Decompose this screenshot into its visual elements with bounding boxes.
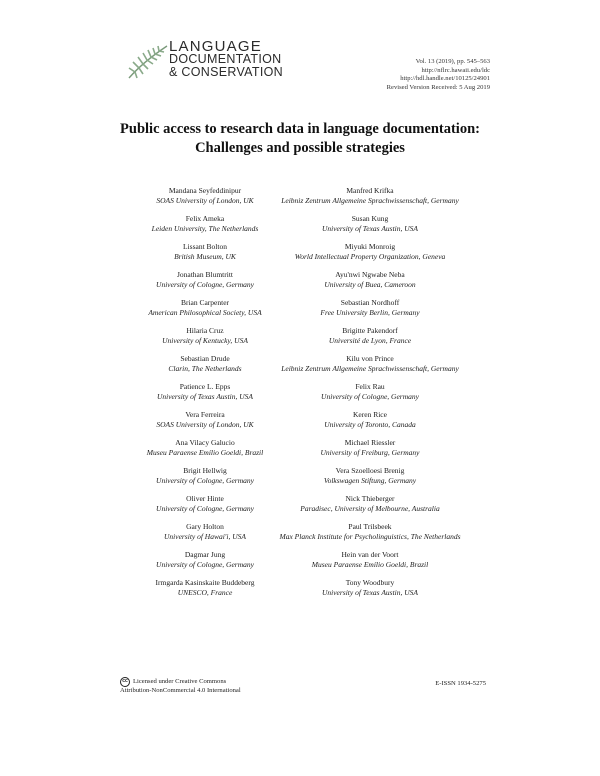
author-name: Keren Rice [353, 410, 387, 419]
author-entry [240, 214, 500, 242]
author-affiliation: Max Planck Institute for Psycholinguistics, The Netherlands [279, 531, 461, 541]
author-affiliation: Museu Paraense Emílio Goeldi, Brazil [146, 447, 264, 457]
author-entry [240, 326, 500, 354]
author-name: Michael Riessler [344, 438, 396, 447]
author-affiliation: University of Cologne, Germany [156, 279, 254, 289]
author-affiliation: University of Texas Austin, USA [156, 391, 254, 401]
author-entry [240, 270, 500, 298]
author-name: Oliver Hinte [186, 494, 224, 503]
license-line1: Licensed under Creative Commons [133, 678, 227, 685]
issn: E-ISSN 1934-5275 [435, 680, 486, 687]
author-name: Sebastian Nordhoff [340, 298, 400, 307]
author-affiliation: University of Cologne, Germany [321, 391, 419, 401]
author-name: Jonathan Blumtritt [176, 270, 234, 279]
author-affiliation: University of Buea, Cameroon [324, 279, 416, 289]
author-affiliation: University of Freiburg, Germany [320, 447, 420, 457]
volume-info: Vol. 13 (2019), pp. 545–563 [415, 58, 490, 65]
author-name: Kilu von Prince [346, 354, 394, 363]
cc-icon: cc [120, 677, 130, 687]
author-affiliation: UNESCO, France [177, 587, 233, 597]
author-entry [240, 410, 500, 438]
author-entry [240, 466, 500, 494]
author-affiliation: University of Cologne, Germany [156, 503, 254, 513]
author-affiliation: Volkswagen Stiftung, Germany [323, 475, 417, 485]
author-affiliation: University of Hawai'i, USA [163, 531, 246, 541]
author-entry [240, 578, 500, 606]
author-name: Vera Szoelloesi Brenig [335, 466, 405, 475]
author-name: Gary Holton [186, 522, 224, 531]
author-affiliation: Université de Lyon, France [328, 335, 412, 345]
journal-name-line2: DOCUMENTATION [169, 52, 282, 66]
author-name: Mandana Seyfeddinipur [168, 186, 242, 195]
license-line2: Attribution-NonCommercial 4.0 International [120, 687, 241, 694]
author-affiliation: Paradisec, University of Melbourne, Australia [300, 503, 440, 513]
author-affiliation: University of Toronto, Canada [324, 419, 416, 429]
author-name: Ayu'nwi Ngwabe Neba [335, 270, 405, 279]
title-line1: Public access to research data in language documentation: [120, 121, 480, 137]
author-name: Ana Vilacy Galucio [175, 438, 235, 447]
author-name: Paul Trilsbeek [348, 522, 392, 531]
license-block [120, 677, 241, 695]
author-entry [240, 550, 500, 578]
author-name: Nick Thieberger [345, 494, 395, 503]
handle-url[interactable]: http://hdl.handle.net/10125/24901 [400, 75, 490, 83]
author-entry [240, 382, 500, 410]
author-entry [240, 242, 500, 270]
author-entry [240, 522, 500, 550]
paper-title [0, 120, 600, 158]
author-affiliation: University of Texas Austin, USA [321, 587, 419, 597]
author-affiliation: University of Cologne, Germany [156, 559, 254, 569]
author-affiliation: Museu Paraense Emílio Goeldi, Brazil [311, 559, 429, 569]
publication-meta [387, 58, 490, 92]
author-entry [240, 494, 500, 522]
journal-name-line1: LANGUAGE [169, 38, 262, 55]
author-name: Miyuki Monroig [344, 242, 396, 251]
author-affiliation: Leibniz Zentrum Allgemeine Sprachwissenschaft, Germany [281, 363, 459, 373]
journal-url[interactable]: http://nflrc.hawaii.edu/ldc [421, 66, 490, 74]
author-name: Brian Carpenter [180, 298, 230, 307]
title-line2: Challenges and possible strategies [195, 140, 405, 156]
author-entry [240, 354, 500, 382]
author-name: Felix Rau [355, 382, 385, 391]
author-entry [240, 438, 500, 466]
author-column-right [240, 186, 500, 606]
author-affiliation: Free University Berlin, Germany [320, 307, 420, 317]
author-affiliation: Leiden University, The Netherlands [151, 223, 259, 233]
author-name: Sebastian Drude [180, 354, 230, 363]
author-affiliation: World Intellectual Property Organization, Geneva [294, 251, 446, 261]
author-entry [240, 298, 500, 326]
author-name: Lissant Bolton [183, 242, 227, 251]
author-name: Felix Ameka [185, 214, 225, 223]
author-name: Hein van der Voort [341, 550, 399, 559]
author-name: Patience L. Epps [179, 382, 231, 391]
author-affiliation: University of Texas Austin, USA [321, 223, 419, 233]
author-name: Tony Woodbury [345, 578, 395, 587]
author-affiliation: SOAS University of London, UK [156, 419, 254, 429]
author-name: Manfred Krifka [346, 186, 394, 195]
author-name: Hilaria Cruz [186, 326, 224, 335]
author-name: Dagmar Jung [184, 550, 226, 559]
author-name: Brigitte Pakendorf [342, 326, 398, 335]
author-affiliation: British Museum, UK [174, 251, 236, 261]
author-affiliation: Leibniz Zentrum Allgemeine Sprachwissenschaft, Germany [281, 195, 459, 205]
author-affiliation: SOAS University of London, UK [156, 195, 254, 205]
author-name: Vera Ferreira [185, 410, 225, 419]
author-name: Irmgarda Kasinskaite Buddeberg [155, 578, 255, 587]
revised-date: Revised Version Received: 5 Aug 2019 [386, 83, 490, 91]
author-affiliation: American Philosophical Society, USA [148, 307, 262, 317]
author-affiliation: Clarin, The Netherlands [168, 363, 242, 373]
author-affiliation: University of Cologne, Germany [156, 475, 254, 485]
author-affiliation: University of Kentucky, USA [162, 335, 248, 345]
fern-leaf-icon [125, 40, 169, 82]
author-entry [240, 186, 500, 214]
journal-name-line3: & CONSERVATION [169, 65, 283, 79]
author-name: Susan Kung [351, 214, 389, 223]
journal-logo [125, 40, 325, 90]
author-name: Brigit Hellwig [183, 466, 227, 475]
